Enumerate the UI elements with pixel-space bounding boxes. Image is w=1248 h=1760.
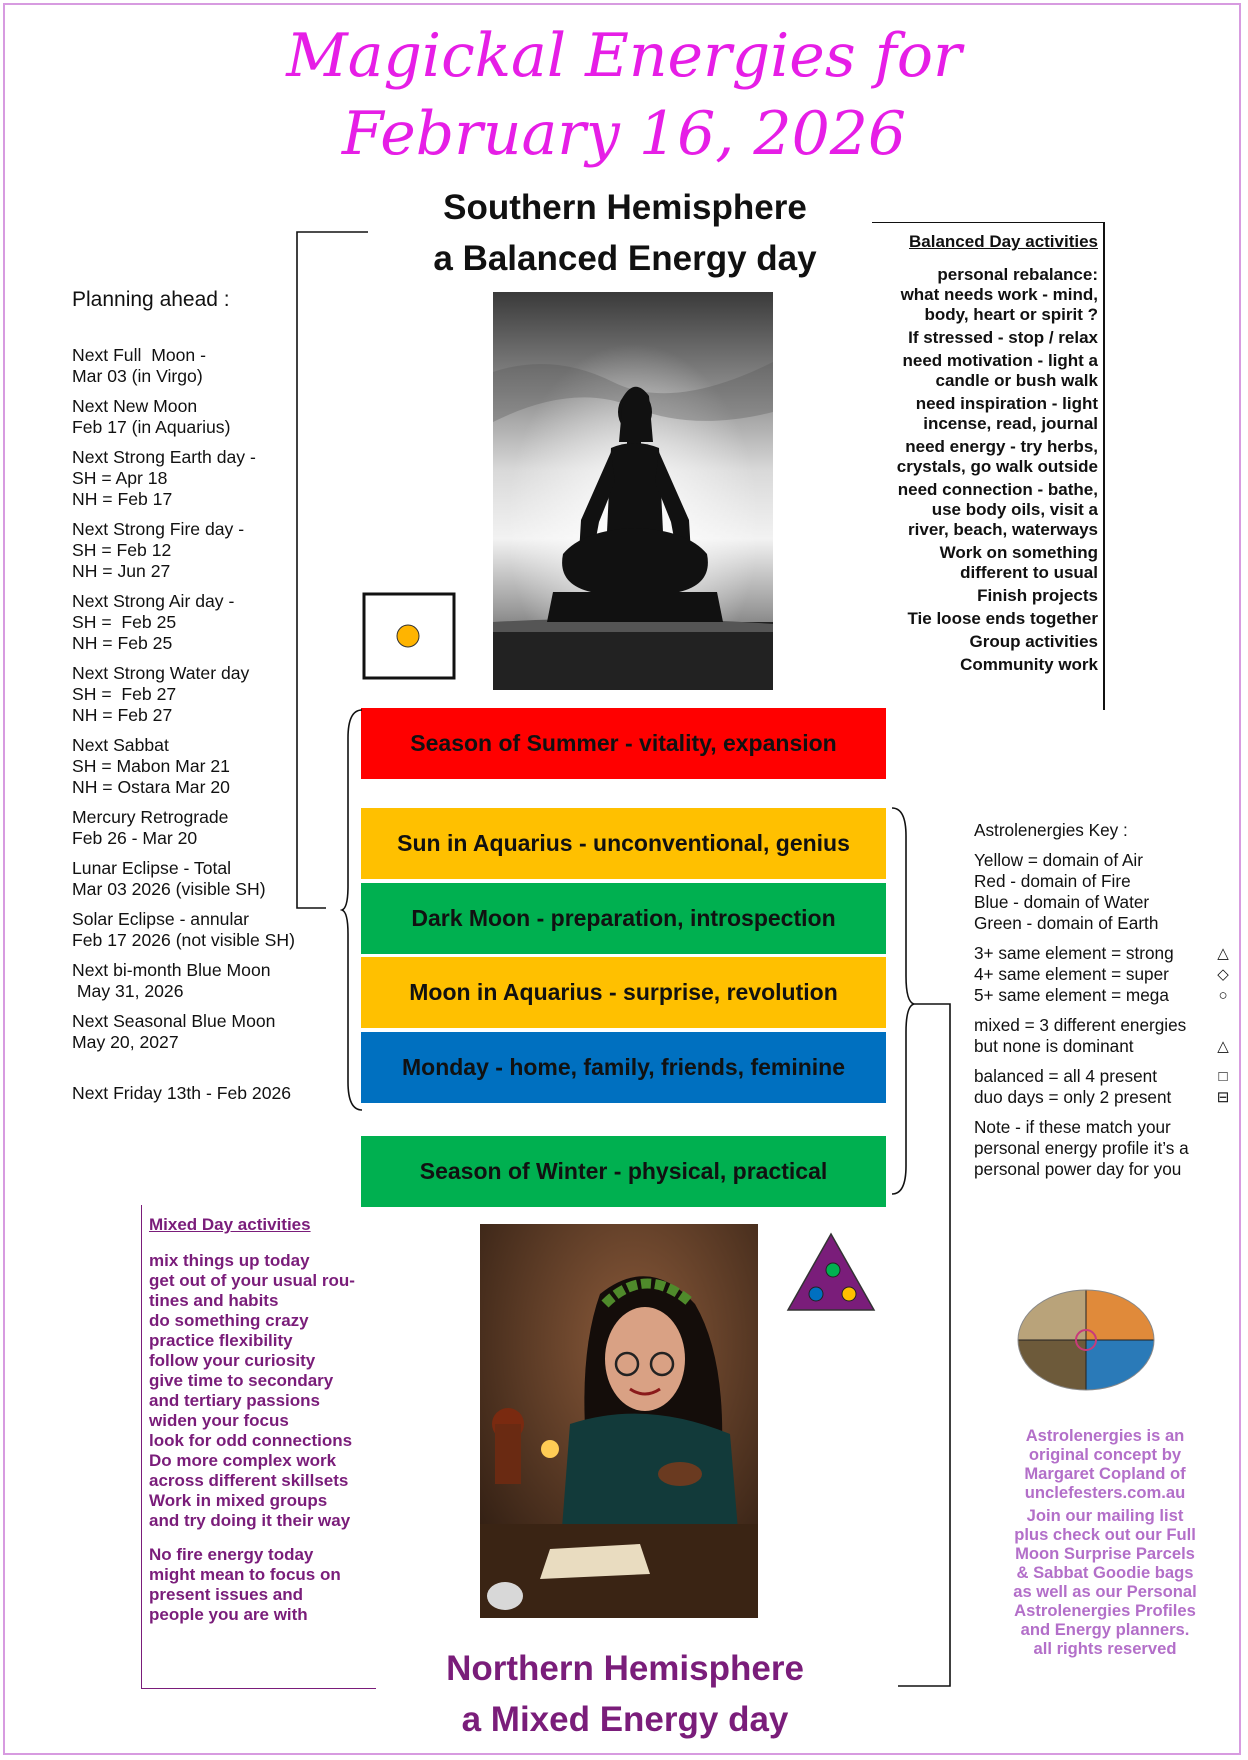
balanced-activity-item: personal rebalance: what needs work - mind, body, heart or spirit ? xyxy=(900,265,1098,324)
balanced-activity-item: Community work xyxy=(960,655,1098,674)
witch-portrait-image xyxy=(480,1224,758,1618)
key-strength-text: 4+ same element = super xyxy=(974,964,1169,984)
mixed-activity-item: follow your curiosity xyxy=(149,1351,316,1370)
mixed-activity-item: practice flexibility xyxy=(149,1331,293,1350)
key-color-list xyxy=(974,850,1234,934)
mixed-activities-heading: Mixed Day activities xyxy=(149,1215,311,1234)
balanced-activity-item: need energy - try herbs, crystals, go walk outside xyxy=(896,437,1098,476)
key-strength-text: 3+ same element = strong xyxy=(974,943,1174,963)
balanced-side-line xyxy=(1103,222,1105,710)
planning-item: Next Strong Air day - SH = Feb 25 NH = Feb 25 xyxy=(72,591,235,653)
split-square-icon: ⊟ xyxy=(1216,1089,1230,1106)
mixed-bottom-line xyxy=(141,1688,376,1689)
mixed-day-symbol xyxy=(786,1232,876,1314)
key-duo: duo days = only 2 present xyxy=(974,1087,1172,1107)
southern-heading-line2: a Balanced Energy day xyxy=(433,239,817,278)
mixed-activity-item: look for odd connections xyxy=(149,1431,353,1450)
page-title-line1: Magickal Energies for xyxy=(286,21,962,91)
balanced-activity-item: need connection - bathe, use body oils, visit a river, beach, waterways xyxy=(897,480,1098,539)
square-icon: □ xyxy=(1218,1068,1228,1085)
planning-item: Next bi-month Blue Moon May 31, 2026 xyxy=(72,960,271,1001)
left-curly-brace xyxy=(340,708,366,1112)
key-mixed-line2: but none is dominant xyxy=(974,1036,1134,1056)
balanced-activities xyxy=(870,232,1098,678)
key-note: Note - if these match your personal energy profile it’s a personal power day for you xyxy=(974,1117,1189,1179)
key-balanced-duo xyxy=(974,1066,1234,1108)
mixed-activity-item: widen your focus xyxy=(149,1411,289,1430)
planning-item: Lunar Eclipse - Total Mar 03 2026 (visible SH) xyxy=(72,858,266,899)
energy-bar: Dark Moon - preparation, introspection xyxy=(361,883,886,954)
balanced-activity-item: Group activities xyxy=(969,632,1098,651)
balanced-day-symbol xyxy=(362,592,458,682)
key-strength-text: 5+ same element = mega xyxy=(974,985,1169,1005)
balanced-activity-item: need motivation - light a candle or bush walk xyxy=(902,351,1098,390)
diamond-icon: ◇ xyxy=(1217,966,1229,983)
astrolenergies-logo xyxy=(1016,1288,1156,1392)
planning-item: Next New Moon Feb 17 (in Aquarius) xyxy=(72,396,231,437)
energy-bar: Season of Winter - physical, practical xyxy=(361,1136,886,1207)
balanced-activities-heading: Balanced Day activities xyxy=(909,232,1098,251)
planning-item: Solar Eclipse - annular Feb 17 2026 (not visible SH) xyxy=(72,909,295,950)
key-color-item: Yellow = domain of Air xyxy=(974,850,1143,870)
northern-heading xyxy=(385,1643,865,1745)
southern-heading-line1: Southern Hemisphere xyxy=(443,188,807,227)
mixed-activities-footer: No fire energy today might mean to focus on present issues and people you are with xyxy=(149,1545,341,1624)
balanced-top-line xyxy=(872,222,1103,223)
mixed-activity-item: mix things up today xyxy=(149,1251,310,1270)
credit-para2: Join our mailing list plus check out our Full Moon Surprise Parcels & Sabbat Goodie bags as well as our Personal Astrolenergies Profiles and Energy planners. all rights reserved xyxy=(1013,1506,1197,1658)
planning-item: Next Friday 13th - Feb 2026 xyxy=(72,1083,292,1103)
mixed-activities xyxy=(149,1215,379,1625)
mixed-activity-item: do something crazy xyxy=(149,1311,309,1330)
energy-bar: Monday - home, family, friends, feminine xyxy=(361,1032,886,1103)
key-color-item: Blue - domain of Water xyxy=(974,892,1150,912)
triangle-icon: △ xyxy=(1217,945,1229,962)
planning-item: Next Strong Fire day - SH = Feb 12 NH = Jun 27 xyxy=(72,519,245,581)
balanced-activity-item: Tie loose ends together xyxy=(907,609,1098,628)
southern-heading xyxy=(385,182,865,284)
key-strength-item xyxy=(974,964,1234,985)
key-mixed xyxy=(974,1015,1234,1057)
balanced-activity-item: Finish projects xyxy=(977,586,1098,605)
key-strength-item xyxy=(974,985,1234,1006)
energy-bar: Season of Summer - vitality, expansion xyxy=(361,708,886,779)
astrolenergies-key xyxy=(974,820,1234,1189)
mixed-side-line xyxy=(141,1205,142,1688)
planning-item: Next Strong Earth day - SH = Apr 18 NH = Feb 17 xyxy=(72,447,256,509)
mixed-activity-item: get out of your usual rou- tines and habits xyxy=(149,1271,355,1310)
planning-item: Mercury Retrograde Feb 26 - Mar 20 xyxy=(72,807,229,848)
northern-heading-line2: a Mixed Energy day xyxy=(461,1700,789,1739)
planning-item: Next Full Moon - Mar 03 (in Virgo) xyxy=(72,345,206,386)
planning-heading: Planning ahead : xyxy=(72,288,230,311)
mixed-activity-item: Work in mixed groups and try doing it their way xyxy=(149,1491,351,1530)
energy-bar: Sun in Aquarius - unconventional, genius xyxy=(361,808,886,879)
northern-heading-line1: Northern Hemisphere xyxy=(446,1649,804,1688)
mixed-activities-list xyxy=(149,1251,379,1531)
balanced-activities-list xyxy=(870,265,1098,675)
page-title-line2: February 16, 2026 xyxy=(341,99,907,169)
planning-item: Next Seasonal Blue Moon May 20, 2027 xyxy=(72,1011,276,1052)
mixed-activity-item: Do more complex work across different skillsets xyxy=(149,1451,349,1490)
key-color-item: Red - domain of Fire xyxy=(974,871,1131,891)
balanced-activity-item: Work on something different to usual xyxy=(939,543,1098,582)
key-mixed-line1: mixed = 3 different energies xyxy=(974,1015,1187,1035)
mixed-activity-item: give time to secondary and tertiary passions xyxy=(149,1371,334,1410)
right-curly-brace xyxy=(888,806,958,1692)
key-heading: Astrolenergies Key : xyxy=(974,820,1128,840)
key-strength-list xyxy=(974,943,1234,1006)
meditation-silhouette-image xyxy=(493,292,773,690)
circle-icon: ○ xyxy=(1218,987,1228,1004)
energy-bar: Moon in Aquarius - surprise, revolution xyxy=(361,957,886,1028)
balanced-activity-item: need inspiration - light incense, read, journal xyxy=(915,394,1098,433)
key-color-item: Green - domain of Earth xyxy=(974,913,1159,933)
planning-item: Next Sabbat SH = Mabon Mar 21 NH = Ostara Mar 20 xyxy=(72,735,230,797)
credit-para1: Astrolenergies is an original concept by Margaret Copland of unclefesters.com.au xyxy=(1024,1426,1186,1502)
key-balanced: balanced = all 4 present xyxy=(974,1066,1157,1086)
planning-item: Next Strong Water day SH = Feb 27 NH = Feb 27 xyxy=(72,663,250,725)
balanced-activity-item: If stressed - stop / relax xyxy=(908,328,1098,347)
triangle-icon: △ xyxy=(1217,1038,1229,1055)
credit-text xyxy=(995,1426,1215,1662)
key-strength-item xyxy=(974,943,1234,964)
